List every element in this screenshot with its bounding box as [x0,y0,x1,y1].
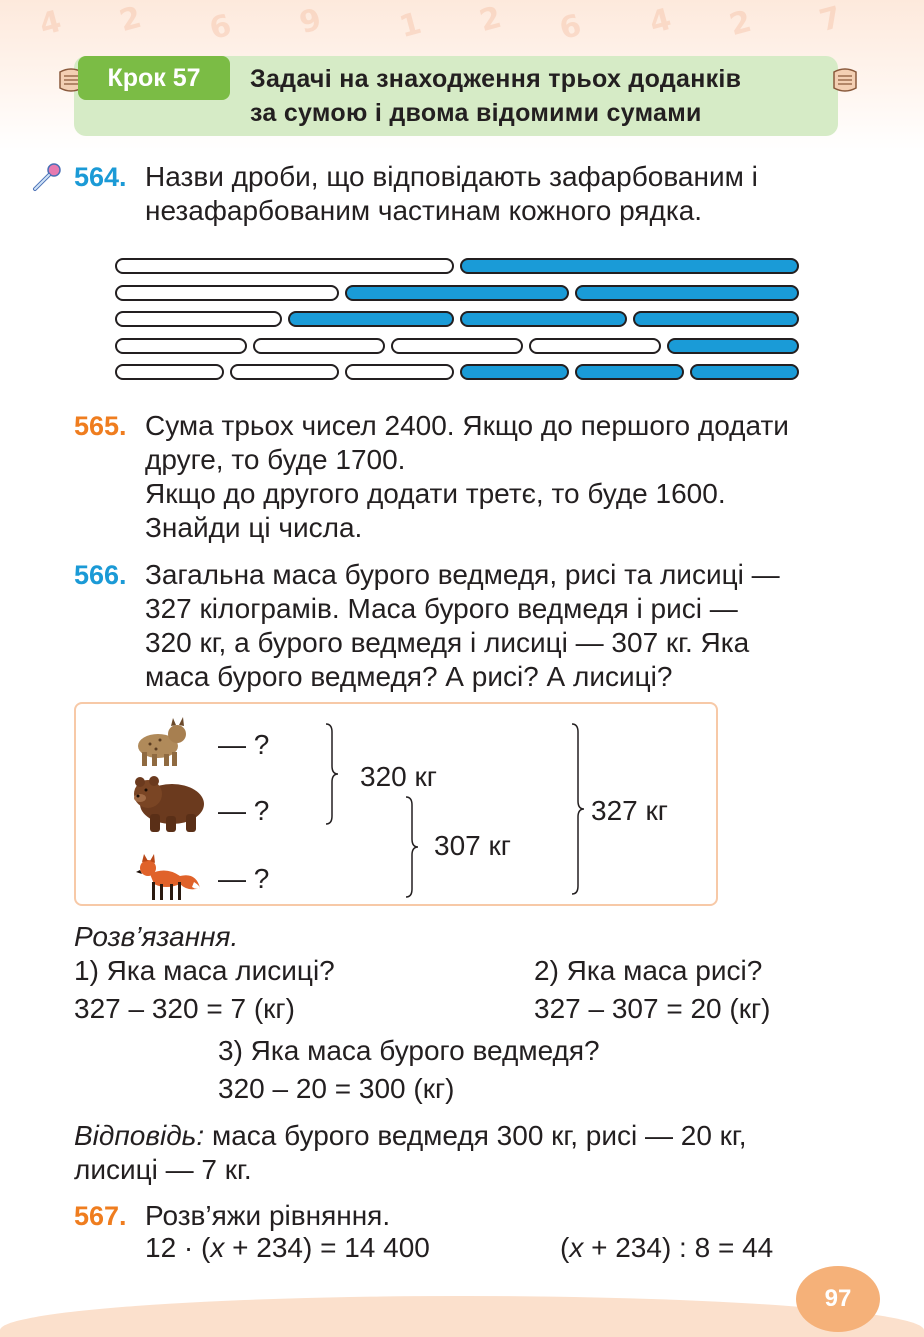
fox-mass-label: — ? [218,863,270,894]
fraction-segment [230,364,339,380]
sum-total: 327 кг [591,795,668,826]
problem-566-text: 320 кг, а бурого ведмедя і лисиці — 307 кг. Яка [145,627,750,658]
fraction-segment [253,338,385,354]
fox-image [136,852,202,902]
lesson-title [250,62,840,130]
solution-expression-2: 327 – 307 = 20 (кг) [534,993,771,1024]
bg-digit-decor: 6 [555,7,586,48]
equation-variable: x [569,1232,584,1263]
problem-565-text: Знайди ці числа. [145,512,363,543]
bg-digit-decor: 1 [395,5,426,46]
fraction-segment [460,311,627,327]
fraction-segment [115,364,224,380]
equation-part: + 234) : 8 = 44 [583,1232,774,1263]
fraction-segment [460,258,799,274]
bg-digit-decor: 2 [115,0,146,40]
bg-digit-decor: 2 [475,0,506,40]
bg-digit-decor: 4 [645,1,676,42]
fraction-segment [529,338,661,354]
fraction-segment [633,311,800,327]
problem-566-text: Загальна маса бурого ведмедя, рисі та лисиці — [145,559,780,590]
bg-digit-decor: 4 [35,3,66,44]
fraction-segment [690,364,799,380]
solution-question-3: 3) Яка маса бурого ведмедя? [218,1035,600,1066]
step-label: Крок 57 [78,56,230,100]
brace-bear-fox [400,795,424,899]
problem-number-564: 564. [74,162,127,192]
answer-text: маса бурого ведмедя 300 кг, рисі — 20 кг, [204,1120,747,1151]
brown-bear-image [128,770,208,834]
fraction-segment [115,285,339,301]
bg-digit-decor: 6 [205,7,236,48]
fraction-segment [115,311,282,327]
equation-part: ( [560,1232,570,1263]
lesson-title-line: за сумою і двома відомими сумами [250,99,702,127]
lynx-image [130,716,190,768]
fraction-segment [575,364,684,380]
fraction-segment [667,338,799,354]
equation-2 [560,1231,773,1265]
problem-564-text: Назви дроби, що відповідають зафарбованим і [145,161,758,192]
sum-bear-fox: 307 кг [434,830,511,861]
brace-bear-lynx [320,722,344,826]
equation-variable: x [210,1232,225,1263]
microphone-icon [30,160,64,194]
fraction-segment [575,285,799,301]
fraction-segment [345,285,569,301]
answer-label: Відповідь: [74,1120,205,1151]
solution-expression-1: 327 – 320 = 7 (кг) [74,993,295,1024]
equation-part: + 234) = 14 400 [224,1232,430,1263]
brace-total [566,722,590,896]
fraction-segment [391,338,523,354]
sum-bear-lynx: 320 кг [360,761,437,792]
problem-number-565: 565. [74,411,127,441]
problem-566-text: 327 кілограмів. Маса бурого ведмедя і рисі — [145,593,738,624]
fraction-segment [460,364,569,380]
bottom-decor-band [0,1296,924,1337]
problem-565-text: Сума трьох чисел 2400. Якщо до першого додати [145,410,789,441]
fraction-segment [345,364,454,380]
equation-1 [145,1231,430,1265]
page-number: 97 [796,1266,880,1332]
problem-564-text: незафарбованим частинам кожного рядка. [145,195,703,226]
problem-number-567: 567. [74,1201,127,1231]
fraction-bars [115,258,799,384]
fraction-segment [288,311,455,327]
equation-part: 12 · ( [145,1232,211,1263]
fraction-segment [115,338,247,354]
answer-line [74,1119,839,1153]
problem-565-text: друге, то буде 1700. [145,444,406,475]
lesson-title-line: Задачі на знаходження трьох доданків [250,65,742,93]
problem-566-text: маса бурого ведмедя? А рисі? А лисиці? [145,661,673,692]
solution-expression-3: 320 – 20 = 300 (кг) [218,1073,455,1104]
problem-565-text: Якщо до другого додати третє, то буде 1600. [145,478,726,509]
problem-number-566: 566. [74,560,127,590]
solution-heading: Розв’язання. [74,921,239,952]
bg-digit-decor: 2 [725,3,756,44]
lynx-mass-label: — ? [218,729,270,760]
solution-question-2: 2) Яка маса рисі? [534,955,763,986]
problem-567-text: Розв’яжи рівняння. [145,1200,391,1231]
fraction-segment [115,258,454,274]
bear-mass-label: — ? [218,795,270,826]
solution-question-1: 1) Яка маса лисиці? [74,955,335,986]
bg-digit-decor: 9 [295,1,326,42]
bg-digit-decor: 7 [815,0,846,40]
answer-text: лисиці — 7 кг. [74,1154,252,1185]
